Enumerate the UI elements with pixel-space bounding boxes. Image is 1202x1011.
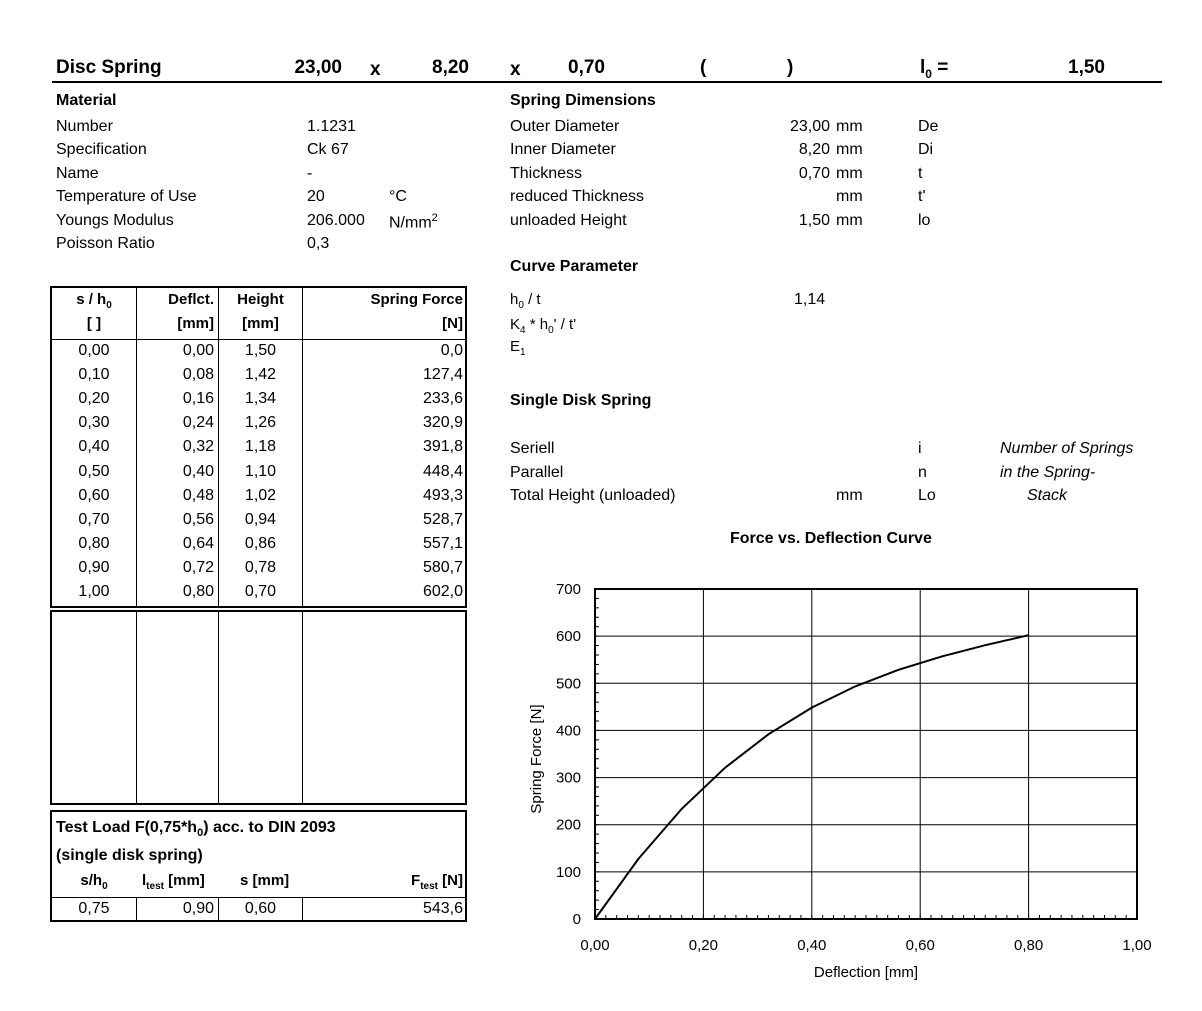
header-inner-diameter: 8,20 [432, 57, 469, 78]
table-cell: 0,60 [78, 486, 110, 504]
table-header-force: Spring Force [370, 291, 463, 308]
table-cell: 0,08 [182, 366, 214, 384]
material-value: 1.1231 [307, 118, 356, 135]
dimension-label: Inner Diameter [510, 141, 616, 158]
seriell-symbol: i [918, 440, 922, 457]
table-cell: 0,56 [182, 510, 214, 528]
header-l0-label: $l_0$ = [920, 57, 949, 81]
table-cell: 0,50 [78, 462, 110, 480]
table-cell: 1,26 [244, 414, 277, 432]
table-header-sh0: s / $h_0$ [76, 291, 112, 311]
table-cell: 0,40 [182, 462, 214, 480]
table-cell: 1,18 [244, 438, 277, 456]
table-cell: 0,32 [182, 438, 214, 456]
test-load-subheading: (single disk spring) [56, 847, 203, 864]
table-cell: 0,78 [244, 558, 277, 576]
table-cell: 1,50 [244, 342, 277, 359]
material-heading: Material [56, 92, 117, 109]
k4-label: $K_4 * h_0'$ / t' [510, 316, 577, 336]
dimension-value: 1,50 [798, 212, 830, 229]
dimension-unit: mm [836, 141, 863, 158]
table-cell: 0,0 [440, 342, 463, 359]
table-cell: 0,00 [78, 342, 110, 359]
table-cell: 0,40 [78, 438, 110, 456]
x-axis-label: Deflection [mm] [813, 964, 919, 981]
table-cell: 1,00 [78, 583, 110, 600]
table-divider [218, 611, 219, 804]
table-cell: 233,6 [422, 390, 463, 408]
header-outer-diameter: 23,00 [294, 57, 342, 78]
material-value: 206.000 [307, 212, 365, 229]
dimensions-heading: Spring Dimensions [510, 92, 656, 109]
table-unit: [mm] [242, 315, 279, 332]
test-value: 0,60 [244, 900, 277, 917]
parallel-label: Parallel [510, 464, 564, 481]
table-unit: [ ] [86, 315, 102, 332]
empty-table-frame [50, 610, 467, 805]
spring-title: Disc Spring [56, 57, 162, 78]
test-value: 0,90 [182, 900, 214, 917]
table-cell: 448,4 [422, 462, 463, 480]
dimension-value: 8,20 [798, 141, 830, 158]
table-cell: 0,10 [78, 366, 110, 384]
material-label: Name [56, 165, 99, 182]
table-cell: 0,00 [182, 342, 214, 359]
dimension-label: reduced Thickness [510, 188, 644, 205]
material-label: Number [56, 118, 113, 135]
test-value: 0,75 [78, 900, 110, 917]
y-tick-label: 300 [555, 769, 581, 787]
header-thickness: 0,70 [568, 57, 605, 78]
test-header-ltest: $l_{test}$ [mm] [142, 872, 205, 892]
h0t-label: $h_0$ / t [510, 291, 541, 311]
table-divider [302, 611, 303, 804]
y-tick-label: 700 [555, 581, 581, 598]
y-tick-label: 600 [555, 628, 581, 646]
e1-label: $E_1$ [510, 338, 526, 358]
dimension-unit: mm [836, 118, 863, 135]
curve-param-heading: Curve Parameter [510, 258, 639, 275]
table-divider [136, 611, 137, 804]
material-label: Specification [56, 141, 147, 158]
dimension-unit: mm [836, 165, 863, 182]
table-cell: 1,34 [244, 390, 277, 408]
table-cell: 391,8 [422, 438, 463, 456]
test-load-heading: Test Load $F(0,75*h_0)$ acc. to DIN 2093 [56, 819, 336, 840]
table-cell: 0,80 [182, 583, 214, 600]
y-tick-label: 400 [555, 722, 581, 740]
x-tick-label: 1,00 [1122, 937, 1152, 954]
table-cell: 320,9 [422, 414, 463, 432]
table-unit: [mm] [177, 315, 214, 332]
dimension-label: Outer Diameter [510, 118, 620, 135]
x-tick-label: 0,60 [905, 937, 935, 954]
stack-note: in the Spring- [1000, 464, 1096, 481]
h0t-value: 1,14 [794, 291, 826, 308]
parallel-symbol: n [918, 464, 927, 481]
y-tick-label: 0 [572, 911, 581, 928]
dimension-symbol: t [918, 165, 923, 182]
test-row-rule [51, 897, 466, 898]
table-cell: 1,02 [244, 486, 277, 504]
dimension-value: 23,00 [789, 118, 830, 135]
test-header-sh0: $s/h_0$ [80, 872, 108, 892]
table-cell: 1,10 [244, 462, 277, 480]
material-unit: °C [389, 188, 407, 205]
x-tick-label: 0,80 [1013, 937, 1044, 954]
table-cell: 0,86 [244, 534, 277, 552]
header-x1: x [370, 59, 381, 80]
table-header-height: Height [237, 291, 284, 308]
x-tick-label: 0,20 [688, 937, 719, 954]
series-line-0 [595, 635, 1029, 919]
dimension-label: unloaded Height [510, 212, 627, 229]
header-paren-close: ) [787, 57, 794, 78]
table-cell: 0,24 [182, 414, 214, 432]
table-cell: 528,7 [422, 510, 463, 528]
y-tick-label: 500 [555, 675, 581, 693]
table-cell: 0,30 [78, 414, 110, 432]
table-unit: [N] [442, 315, 463, 332]
material-value: 20 [307, 188, 325, 205]
header-underline [52, 81, 1162, 83]
y-tick-label: 200 [555, 816, 581, 834]
material-value: Ck 67 [307, 141, 349, 158]
dimension-symbol: Di [918, 141, 934, 158]
stack-note: Stack [1027, 487, 1068, 504]
table-cell: 0,70 [244, 583, 277, 600]
table-cell: 580,7 [422, 558, 463, 576]
dimension-symbol: lo [918, 212, 931, 229]
material-label: Youngs Modulus [56, 212, 174, 229]
material-value: 0,3 [307, 235, 330, 252]
table-cell: 0,72 [182, 558, 214, 576]
table-cell: 0,94 [244, 510, 277, 528]
dimension-symbol: De [918, 118, 939, 135]
table-cell: 0,16 [182, 390, 214, 408]
dimension-value: 0,70 [798, 165, 830, 182]
y-axis-label: Spring Force [N] [528, 704, 545, 814]
table-cell: 0,64 [182, 534, 214, 552]
table-header-rule [51, 339, 466, 340]
table-cell: 1,42 [244, 366, 277, 384]
x-tick-label: 0,40 [797, 937, 827, 954]
table-cell: 0,48 [182, 486, 214, 504]
table-cell: 557,1 [422, 534, 463, 552]
material-label: Temperature of Use [56, 188, 197, 205]
header-paren-open: ( [700, 57, 707, 78]
material-label: Poisson Ratio [56, 235, 155, 252]
dimension-unit: mm [836, 188, 863, 205]
header-l0-value: 1,50 [1068, 57, 1105, 78]
material-value: - [307, 165, 313, 182]
x-tick-label: 0,00 [580, 937, 610, 954]
test-value: 543,6 [422, 900, 463, 917]
total-height-symbol: Lo [918, 487, 936, 504]
total-height-unit: mm [836, 487, 863, 504]
table-header-deflection: Deflct. [168, 291, 214, 308]
table-cell: 602,0 [422, 583, 463, 600]
plot-frame [595, 589, 1137, 919]
total-height-label: Total Height (unloaded) [510, 487, 676, 504]
table-cell: 0,80 [78, 534, 110, 552]
stack-note: Number of Springs [1000, 440, 1134, 457]
test-header-s: s [mm] [240, 872, 290, 889]
table-cell: 127,4 [422, 366, 463, 384]
table-cell: 0,20 [78, 390, 110, 408]
dimension-label: Thickness [510, 165, 583, 182]
table-cell: 493,3 [422, 486, 463, 504]
test-header-ftest: $F_{test}$ [N] [411, 872, 463, 892]
seriell-label: Seriell [510, 440, 555, 457]
dimension-symbol: t' [918, 188, 926, 205]
single-disk-heading: Single Disk Spring [510, 392, 652, 409]
table-cell: 0,70 [78, 510, 110, 528]
header-x2: x [510, 59, 521, 80]
y-tick-label: 100 [555, 863, 581, 881]
dimension-unit: mm [836, 212, 863, 229]
table-cell: 0,90 [78, 558, 110, 576]
material-unit: $N/mm^2$ [389, 212, 438, 232]
chart-title: Force vs. Deflection Curve [730, 530, 932, 547]
